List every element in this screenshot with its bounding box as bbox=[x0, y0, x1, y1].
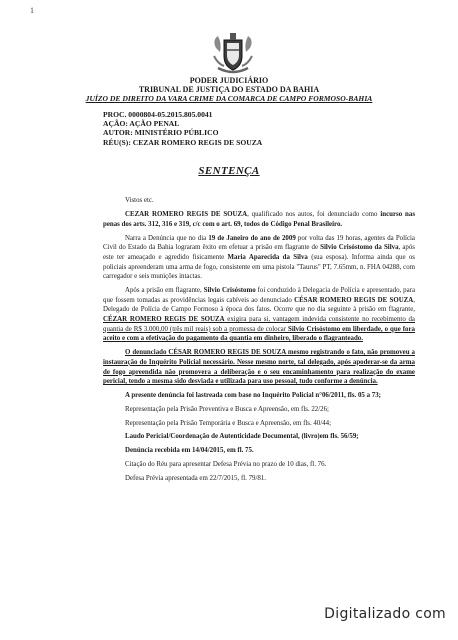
list-item: Denúncia recebida em 14/04/2015, em fl. 75. bbox=[125, 447, 254, 455]
scan-watermark: Digitalizado com bbox=[324, 606, 446, 622]
list-item: Defesa Prévia apresentada em 22/7/2015, fl. 79/81. bbox=[125, 474, 267, 482]
header-line-2: TRIBUNAL DE JUSTIÇA DO ESTADO DA BAHIA bbox=[138, 85, 320, 94]
document-title: SENTENÇA bbox=[198, 165, 260, 177]
header-line-3: JUÍZO DE DIREITO DA VARA CRIME DA COMARCA DE CAMPO FORMOSO-BAHIA bbox=[85, 94, 373, 103]
paragraph-5: A presente denúncia foi lastreada com base no Inquérito Policial n°06/2011, fls. 05 a 73; bbox=[125, 392, 381, 400]
list-item: Representação pela Prisão Temporária e Busca e Apreensão, em fls. 40/44; bbox=[125, 419, 332, 427]
paragraph-1: CEZAR ROMERO REGIS DE SOUZA, qualificado nos autos, foi denunciado como incurso nas penas dos arts. 312, 316 e 319, c/c com o art. 69, todos do Código Penal Brasileiro. bbox=[103, 211, 415, 228]
paragraph-2: Narra a Denúncia que no dia 19 de Janeiro do ano de 2009 por volta das 19 horas, agentes da Polícia Civil do Estado da Bahia lograram êxito em efetuar a prisão em flagrante de Silvio Crisóstomo da Silva, após este ter ameaçado e agredido fisicamente Maria Aparecida da Silva (sua esposa). Informa ainda que os policiais apreenderam uma arma de fogo, consistente em uma pistola "Taurus" PT, 7.65mm, n. FHA 04288, com carregador e seis munições intactas. bbox=[103, 234, 415, 281]
bahia-coat-of-arms-icon bbox=[210, 30, 256, 76]
paragraph-4: O denunciado CÉSAR ROMERO REGIS DE SOUZA mesmo registrando o fato, não promoveu a instauração do Inquérito Policial necessário. Nesse mesmo norte, tal delegado, após apoderar-se da arma de fogo apreendida não promovera a deliberação e o seu encaminhamento para realização do exame pericial, tendo a mesma sido desviada e utilizada para uso pessoal, tudo conforme a denúncia. bbox=[103, 349, 415, 386]
process-number: PROC. 0000804-05.2015.805.0041 bbox=[103, 110, 213, 119]
process-block bbox=[103, 110, 262, 147]
court-header bbox=[0, 76, 458, 103]
list-item: Citação do Réu para apresentar Defesa Prévia no prazo de 10 dias, fl. 76. bbox=[125, 460, 327, 468]
list-item: Laudo Pericial/Coordenação de Autenticidade Documental, (livro)em fls. 56/59; bbox=[125, 433, 359, 441]
paragraph-3: Após a prisão em flagrante, Silvio Crisóstomo foi conduzido à Delegacia de Polícia e apresentado, para que fossem tomadas as providências legais cabíveis ao denunciado CÉSAR ROMERO REGIS DE SOUZA, Delegado de Polícia de Campo Formoso à época dos fatos. Ocorre que no dia seguinte à prisão em flagrante, CÉZAR ROMERO REGIS DE SOUZA exigira para si, vantagem indevida consistente no recebimento da quantia de R$ 3.000,00 (três mil reais) sob a promessa de colocar Silvio Crisóstomo em liberdade, o que fora aceito e com a efetivação do pagamento da quantia em dinheiro, liberado o flagranteado. bbox=[103, 287, 416, 343]
paragraph-vistos: Vistos etc. bbox=[125, 197, 154, 204]
process-author: AUTOR: MINISTÉRIO PÚBLICO bbox=[103, 128, 219, 138]
process-defendant: RÉU(S): CEZAR ROMERO REGIS DE SOUZA bbox=[103, 137, 263, 147]
evidence-list bbox=[103, 405, 415, 484]
process-action: AÇÃO: AÇÃO PENAL bbox=[103, 119, 180, 129]
body-text bbox=[103, 196, 415, 487]
corner-mark: 1 bbox=[30, 6, 35, 15]
header-line-1: PODER JUDICIÁRIO bbox=[189, 76, 269, 85]
list-item: Representação pela Prisão Preventiva e Busca e Apreensão, em fls. 22/26; bbox=[125, 405, 329, 413]
